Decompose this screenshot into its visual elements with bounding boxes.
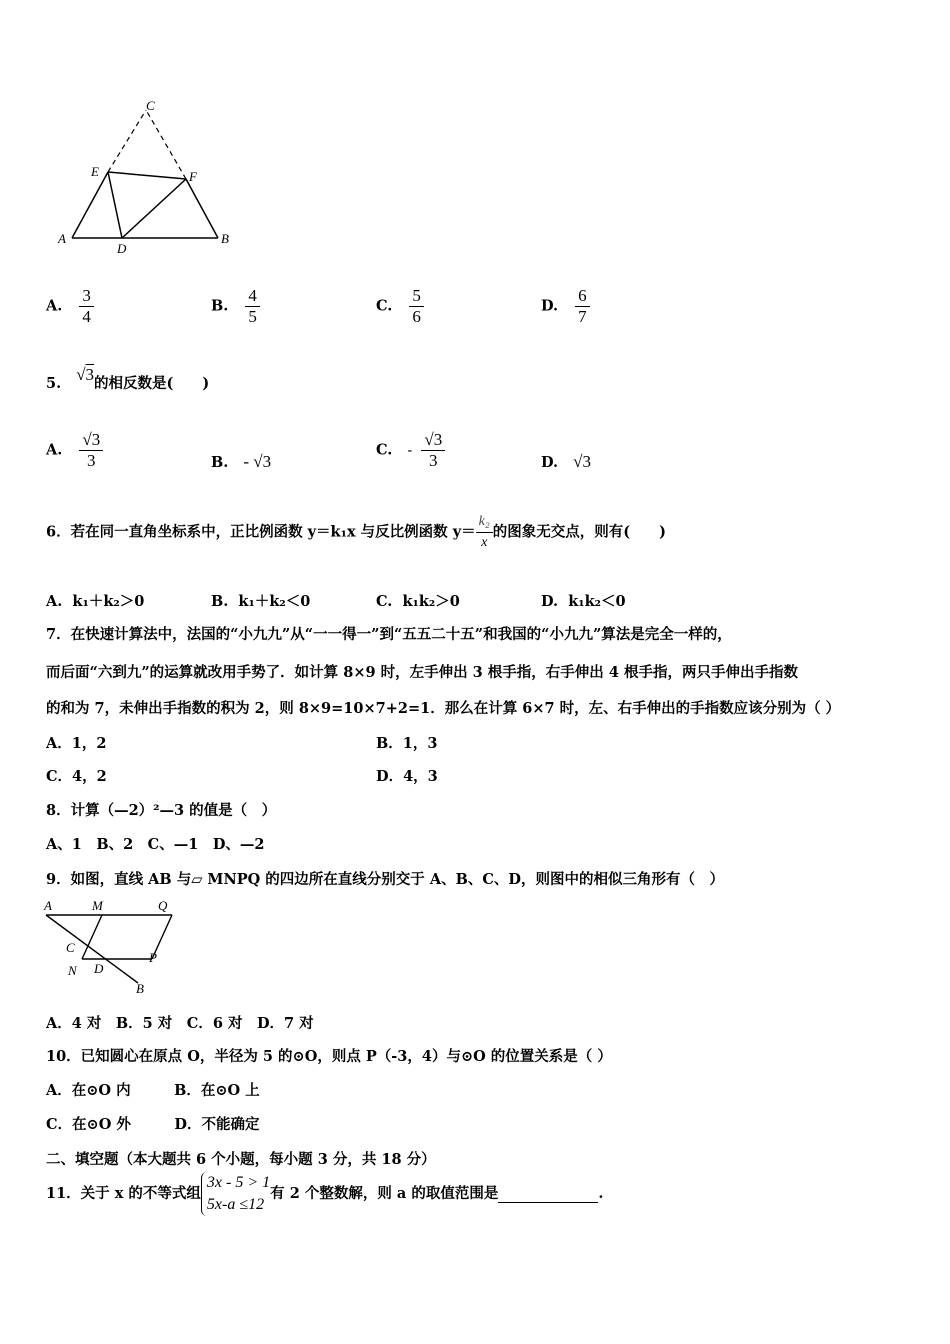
label-a: A	[44, 898, 52, 913]
q4-option-b: B. $\frac{4}{5}$	[211, 286, 260, 327]
q7-option-d: D．4，3	[376, 768, 438, 785]
q7-line-1: 7．在快速计算法中，法国的“小九九”从“一一得一”到“五五二十五”和我国的“小九九”算法是完全一样的，	[46, 626, 732, 643]
label-c: C	[146, 98, 155, 113]
q6-option-c: C. k₁k₂＞0	[376, 593, 460, 610]
label-b: B	[136, 981, 144, 996]
q6-option-a: A. k₁＋k₂＞0	[46, 593, 145, 610]
label-c: C	[66, 940, 75, 955]
label-d: D	[94, 961, 104, 976]
q10-options-row-1: A．在⊙O 内 B．在⊙O 上	[46, 1082, 260, 1099]
q4-option-c: C. $\frac{5}{6}$	[376, 286, 424, 327]
q4-option-a: A. $\frac{3}{4}$	[46, 286, 94, 327]
q5-stem: 5. √3的相反数是( )	[46, 365, 210, 392]
q7-option-c: C．4，2	[46, 768, 107, 785]
section-2-heading: 二、填空题（本大题共 6 个小题，每小题 3 分，共 18 分）	[46, 1151, 436, 1168]
label-a: A	[58, 231, 66, 246]
label-q: Q	[158, 898, 168, 913]
q11-answer-blank[interactable]	[498, 1185, 598, 1203]
label-d: D	[117, 241, 127, 256]
q5-option-d: D. √3	[541, 452, 592, 471]
q5-option-c: C. - $\frac{√3}{3}$	[376, 430, 445, 471]
q6-option-b: B. k₁＋k₂＜0	[211, 593, 311, 610]
q8-options: A、1 B、2 C、—1 D、—2	[46, 836, 265, 853]
label-b: B	[221, 231, 229, 246]
q9-stem: 9．如图，直线 AB 与▱ MNPQ 的四边所在直线分别交于 A、B、C、D，则图中的相似三角形有（ ）	[46, 871, 724, 888]
q5-option-b: B. - √3	[211, 452, 272, 471]
triangle-figure	[50, 95, 250, 260]
q7-line-3: 的和为 7，未伸出手指数的积为 2，则 8×9=10×7+2=1．那么在计算 6×7 时，左、右手伸出的手指数应该分别为（ ）	[46, 700, 841, 717]
label-n: N	[68, 963, 77, 978]
q8-stem: 8．计算（—2）²—3 的值是（ ）	[46, 802, 277, 819]
q10-options-row-2: C．在⊙O 外 D．不能确定	[46, 1116, 260, 1133]
label-f: F	[189, 169, 197, 184]
q11-stem: 11．关于 x 的不等式组3x - 5 > 1 5x-a ≤12有 2 个整数解，则 a 的取值范围是 .	[46, 1172, 603, 1216]
q7-option-b: B．1，3	[376, 735, 438, 752]
q7-option-a: A．1，2	[46, 735, 107, 752]
q7-line-2: 而后面“六到九”的运算就改用手势了．如计算 8×9 时，左手伸出 3 根手指，右手伸出 4 根手指，两只手伸出手指数	[46, 664, 798, 681]
q6-option-d: D. k₁k₂＜0	[541, 593, 626, 610]
q9-options: A．4 对 B．5 对 C．6 对 D．7 对	[46, 1015, 314, 1032]
label-p: P	[149, 950, 157, 965]
q4-option-d: D. $\frac{6}{7}$	[541, 286, 590, 327]
label-m: M	[92, 898, 103, 913]
label-e: E	[91, 164, 99, 179]
parallelogram-figure	[40, 895, 180, 1000]
q10-stem: 10．已知圆心在原点 O，半径为 5 的⊙O，则点 P（-3，4）与⊙O 的位置关系是（ ）	[46, 1048, 612, 1065]
q6-stem: 6．若在同一直角坐标系中，正比例函数 y＝k₁x 与反比例函数 y＝ $\frac{\text{k₂}}{x}$ 的图象无交点，则有( )	[46, 514, 666, 550]
q5-option-a: A. $\frac{√3}{3}$	[46, 430, 103, 471]
